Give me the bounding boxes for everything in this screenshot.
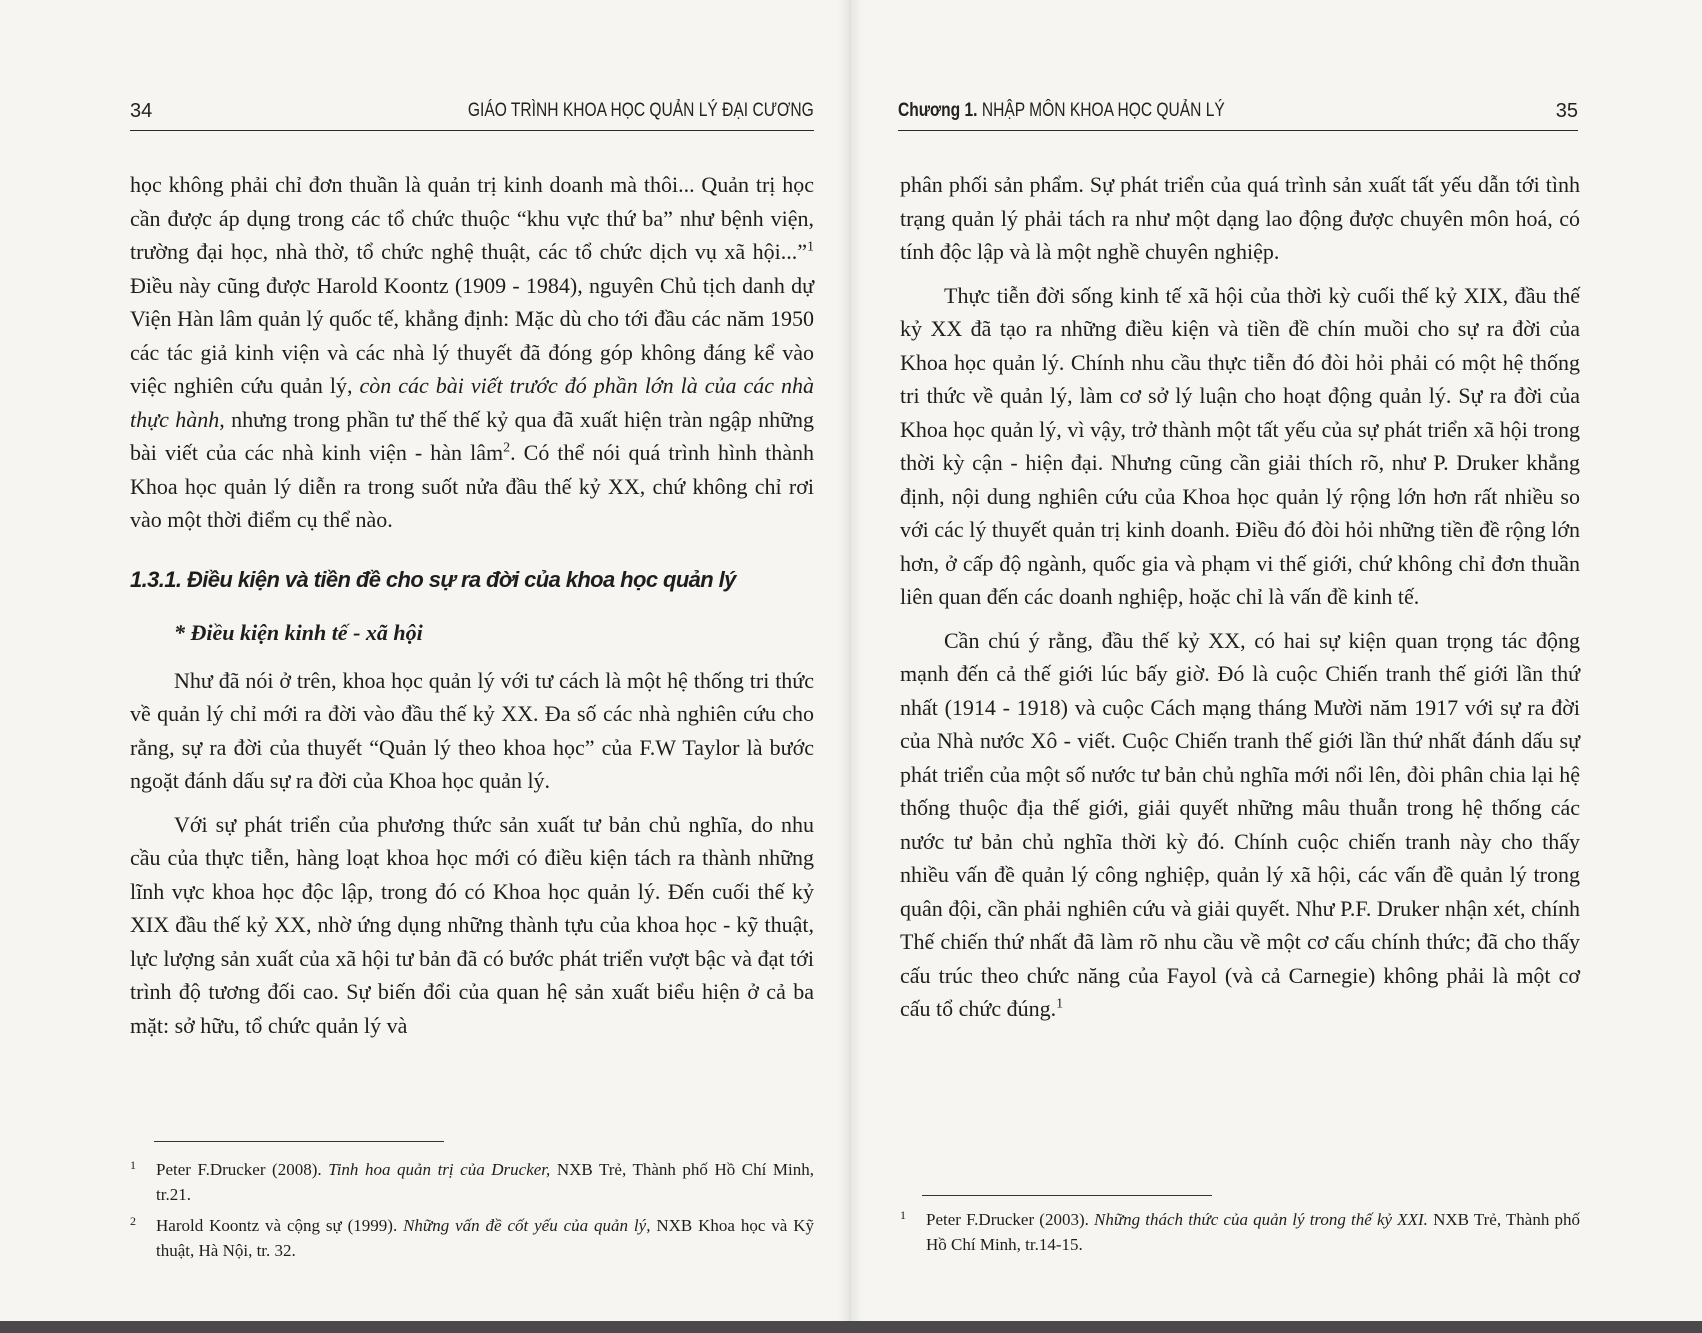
paragraph: Thực tiễn đời sống kinh tế xã hội của thời kỳ cuối thế kỷ XIX, đầu thế kỷ XX đã tạo ra những điều kiện và tiền đề chín muồi cho sự ra đời của Khoa học quản lý. Chính nhu cầu thực tiễn đó đòi hỏi phải có một hệ thống tri thức về quản lý, làm cơ sở lý luận cho hoạt động quản lý. Sự ra đời của Khoa học quản lý, vì vậy, trở thành một tất yếu của sự phát triển xã hội trong thời kỳ cận - hiện đại. Nhưng cũng cần giải thích rõ, như P. Druker khẳng định, nội dung nghiên cứu của Khoa học quản lý rộng lớn hơn rất nhiều so với các lý thuyết quản trị kinh doanh. Điều đó đòi hỏi những tiền đề rộng lớn hơn, ở cấp độ ngành, quốc gia và phạm vi thế giới, chứ không chỉ đơn thuần liên quan đến các doanh nghiệp, hoặc chỉ là vấn đề kinh tế. [900,282,1580,609]
footnote-ref: 1 [807,239,814,255]
text-run: Harold Koontz và cộng sự (1999). [156,1216,404,1235]
section-heading: 1.3.1. Điều kiện và tiền đề cho sự ra đời của khoa học quản lý [130,566,736,592]
footnote [130,1213,814,1263]
page-number: 35 [1555,100,1578,122]
text-run: Peter F.Drucker (2003). [926,1210,1095,1229]
paragraph [900,624,1580,1026]
footnote [130,1157,814,1207]
footnote [900,1207,1580,1257]
paragraph: Như đã nói ở trên, khoa học quản lý với tư cách là một hệ thống tri thức về quản lý chỉ mới ra đời vào đầu thế kỷ XX. Đa số các nhà nghiên cứu cho rằng, sự ra đời của thuyết “Quản lý theo khoa học” của F.W Taylor là bước ngoặt đánh dấu sự ra đời của Khoa học quản lý. [130,667,814,793]
sub-heading: * Điều kiện kinh tế - xã hội [174,620,423,645]
footnote-mark: 2 [130,1214,136,1228]
text-run: . Có thể nói quá trình hình thành Khoa học quản lý diễn ra trong suốt nửa đầu thế kỷ XX, chứ không chỉ rơi vào một thời điểm cụ thể nào. [130,440,814,532]
paragraph: Với sự phát triển của phương thức sản xuất tư bản chủ nghĩa, do nhu cầu của thực tiễn, hàng loạt khoa học mới có điều kiện tách ra thành những lĩnh vực khoa học độc lập, trong đó có Khoa học quản lý. Đến cuối thế kỷ XIX đầu thế kỷ XX, nhờ ứng dụng những thành tựu của khoa học - kỹ thuật, lực lượng sản xuất của xã hội tư bản đã có bước phát triển vượt bậc và đạt tới trình độ tương đối cao. Sự biến đổi của quan hệ sản xuất biểu hiện ở cả ba mặt: sở hữu, tổ chức quản lý và [130,811,814,1038]
text-run: học không phải chỉ đơn thuần là quản trị kinh doanh mà thôi... Quản trị học cần được áp dụng trong các tổ chức thuộc “khu vực thứ ba” như bệnh viện, trường đại học, nhà thờ, tổ chức nghệ thuật, các tổ chức dịch vụ xã hội...” [130,172,814,264]
footnote-mark: 1 [130,1158,136,1172]
text-run: Điều này cũng được Harold Koontz (1909 - 1984), nguyên Chủ tịch danh dự Viện Hàn lâm quản lý quốc tế, khẳng định: Mặc dù cho tới đầu các năm 1950 các tác giả kinh viện và các nhà lý thuyết đã đóng góp không đáng kể vào việc nghiên cứu quản lý, [130,272,814,398]
scan-bottom-edge [0,1321,1702,1333]
text-run: NXB Trẻ, Thành phố Hồ Chí Minh, tr.14-15. [926,1210,1581,1254]
left-body-text [130,168,814,1052]
right-running-head [898,96,1578,131]
italic-text: Tinh hoa quản trị của Drucker, [328,1160,551,1179]
text-run: NXB Trẻ, Thành phố Hồ Chí Minh, tr.21. [156,1160,814,1204]
footnote-divider [154,1141,444,1142]
footnote-divider [922,1195,1212,1196]
footnote-ref: 1 [1056,996,1064,1012]
italic-text: Những vấn đề cốt yếu của quản lý, [403,1216,651,1235]
running-title [898,100,1225,122]
italic-text: Những thách thức của quản lý trong thế kỷ XXI. [1094,1210,1428,1229]
left-page [0,0,850,1320]
right-body-text [900,168,1580,1036]
text-run: nhưng trong phần tư thế thế kỷ qua đã xuất hiện tràn ngập những bài viết của các nhà kinh viện - hàn lâm [130,406,814,465]
text-run: Peter F.Drucker (2008). [156,1160,329,1179]
running-title: GIÁO TRÌNH KHOA HỌC QUẢN LÝ ĐẠI CƯƠNG [468,100,814,121]
right-page [850,0,1702,1320]
paragraph [130,168,814,537]
footnote-ref: 2 [503,440,511,456]
footnote-mark: 1 [900,1208,906,1222]
italic-text: còn các bài viết trước đó phần lớn là của các nhà thực hành, [130,373,814,432]
text-run: NXB Khoa học và Kỹ thuật, Hà Nội, tr. 32. [156,1216,814,1260]
page-number: 34 [130,100,153,122]
left-footnotes [130,1157,814,1269]
chapter-title: NHẬP MÔN KHOA HỌC QUẢN LÝ [977,100,1225,121]
chapter-label: Chương 1. [898,100,978,121]
right-footnotes [900,1207,1580,1263]
paragraph: phân phối sản phẩm. Sự phát triển của quá trình sản xuất tất yếu dẫn tới tình trạng quản lý phải tách ra như một dạng lao động được chuyên môn hoá, có tính độc lập và là một nghề chuyên nghiệp. [900,172,1580,264]
left-running-head [130,96,814,131]
text-run: Cần chú ý rằng, đầu thế kỷ XX, có hai sự kiện quan trọng tác động mạnh đến cả thế giới lúc bấy giờ. Đó là cuộc Chiến tranh thế giới lần thứ nhất (1914 - 1918) và cuộc Cách mạng tháng Mười năm 1917 với sự ra đời của Nhà nước Xô - viết. Cuộc Chiến tranh thế giới lần thứ nhất đánh dấu sự phát triển của một số nước tư bản chủ nghĩa mới nổi lên, đòi phân chia lại hệ thống thuộc địa thế giới, giải quyết những mâu thuẫn trong hệ thống các nước tư bản chủ nghĩa thời kỳ đó. Chính cuộc chiến tranh này cho thấy nhiều vấn đề quản lý công nghiệp, quản lý xã hội, các vấn đề quản lý trong quân đội, cần phải nghiên cứu và giải quyết. Như P.F. Druker nhận xét, chính Thế chiến thứ nhất đã làm rõ nhu cầu về một cơ cấu chính thức; đã cho thấy cấu trúc theo chức năng của Fayol (và cả Carnegie) không phải là một cơ cấu tổ chức đúng. [900,627,1580,1021]
